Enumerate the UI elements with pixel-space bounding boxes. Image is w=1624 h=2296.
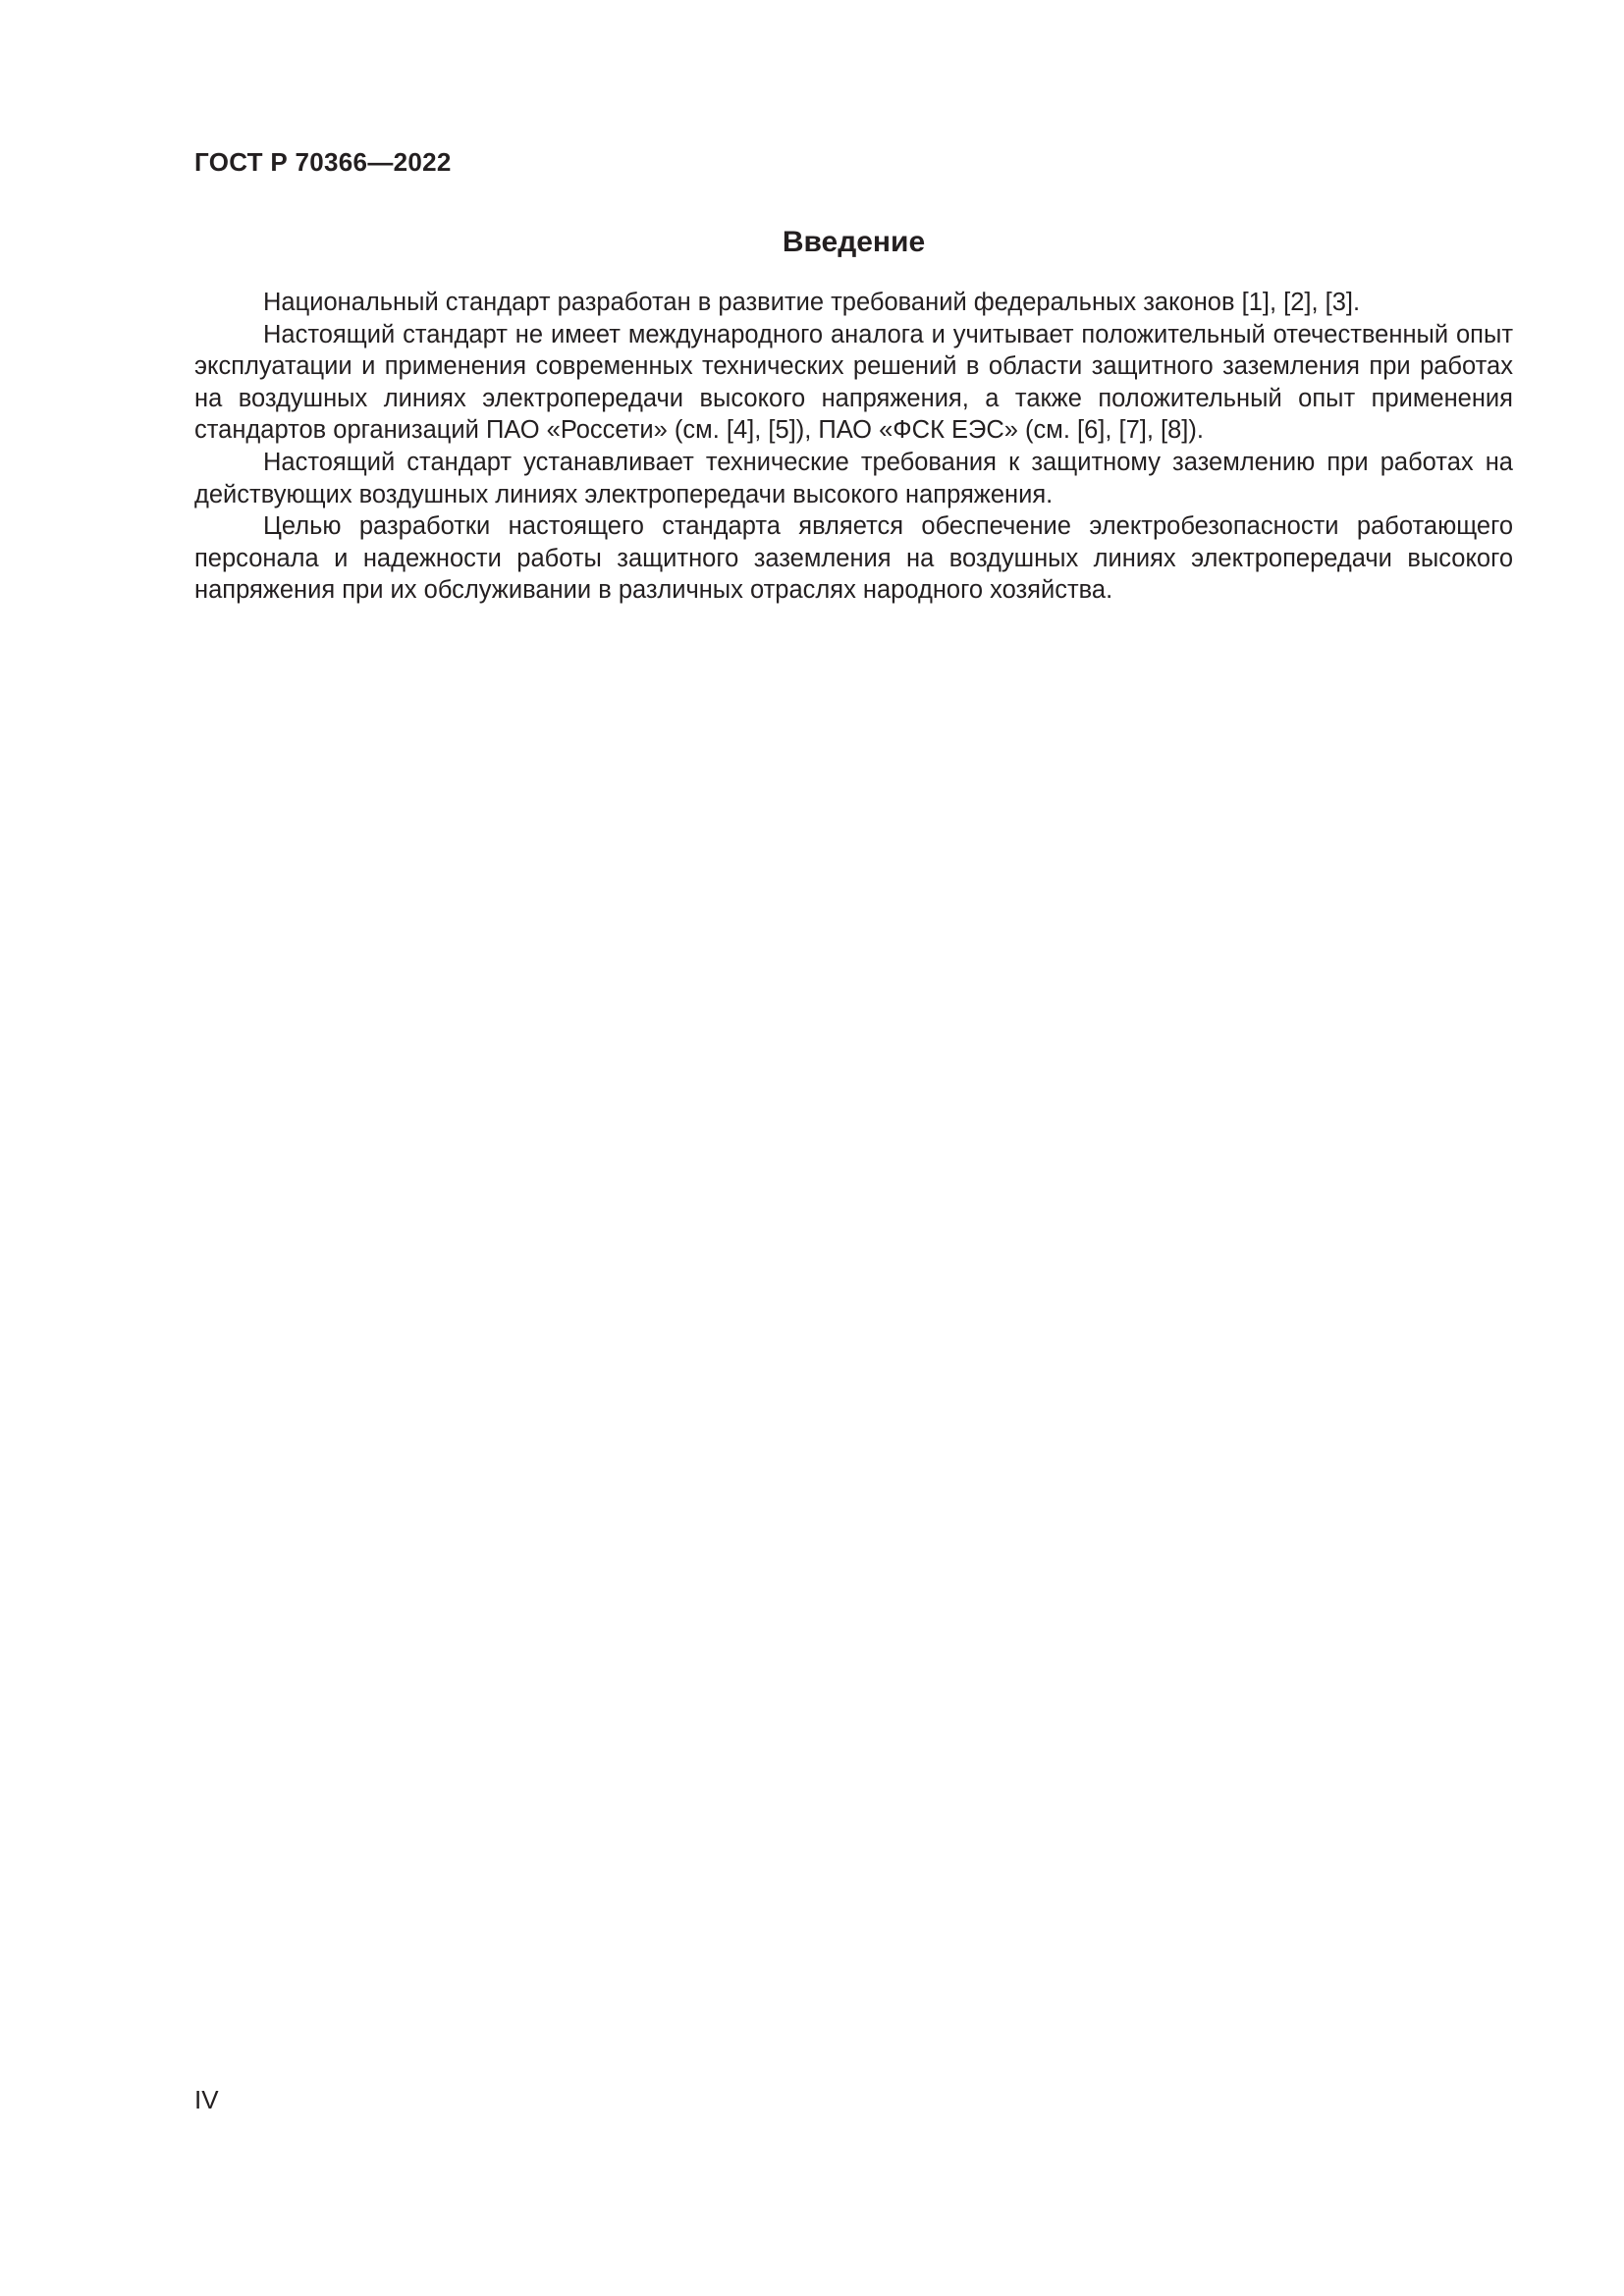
paragraph: Национальный стандарт разработан в развитие требований федеральных законов [1], [2], [3].	[263, 289, 1361, 316]
section-title: Введение	[782, 226, 926, 258]
document-code-header: ГОСТ Р 70366—2022	[194, 147, 452, 177]
page-number: IV	[194, 2085, 219, 2114]
paragraph: Настоящий стандарт не имеет международного аналога и учитывает положительный отечественный опыт эксплуатации и применения современных технических решений в области защитного заземления при работах на воздушных линиях электропередачи высокого напряжения, а также положительный опыт применения стандартов организаций ПАО «Россети» (см. [4], [5]), ПАО «ФСК ЕЭС» (см. [6], [7], [8]).	[194, 320, 1513, 445]
paragraph: Настоящий стандарт устанавливает технические требования к защитному заземлению при работах на действующих воздушных линиях электропередачи высокого напряжения.	[194, 448, 1513, 508]
introduction-body	[194, 287, 1513, 607]
paragraph: Целью разработки настоящего стандарта является обеспечение электробезопасности работающего персонала и надежности работы защитного заземления на воздушных линиях электропередачи высокого напряжения при их обслуживании в различных отраслях народного хозяйства.	[194, 512, 1513, 605]
